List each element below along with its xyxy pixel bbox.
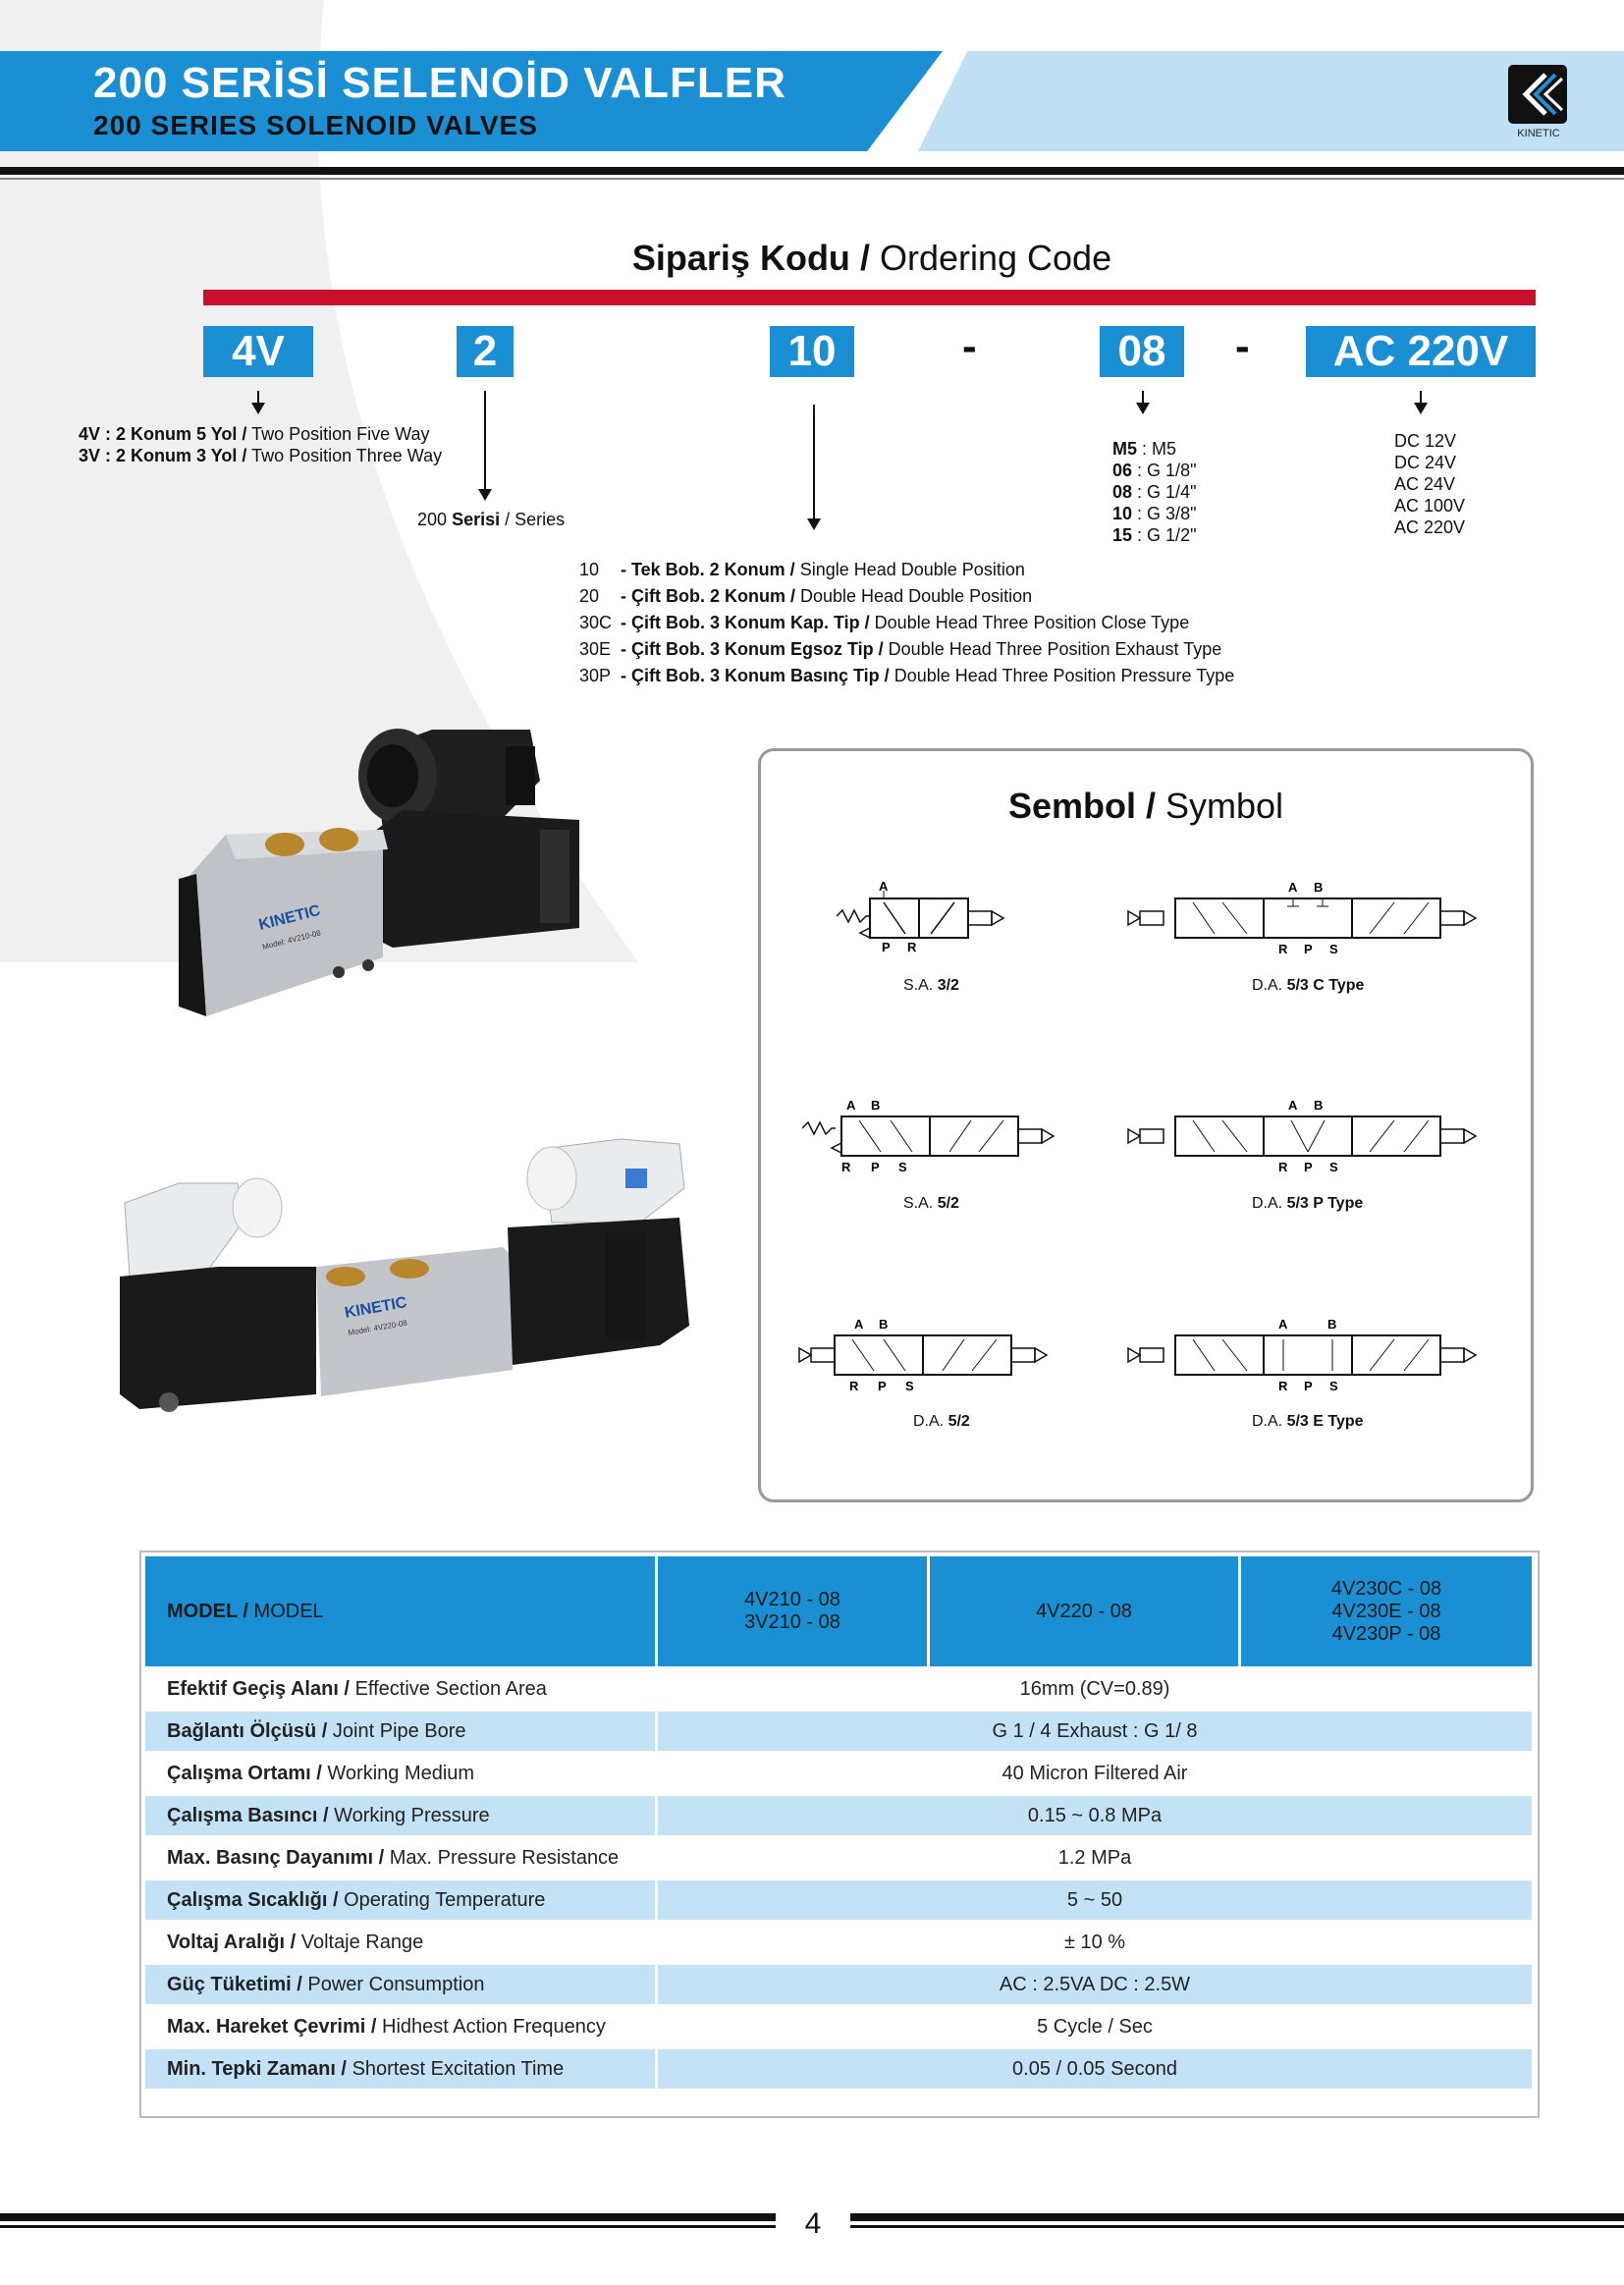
way-line [79, 445, 442, 466]
row-value: 0.05 / 0.05 Second [657, 2048, 1534, 2091]
port-label-b: B [1314, 1098, 1324, 1113]
series-bold: Serisi [452, 510, 501, 529]
type-code: 10 [579, 560, 600, 579]
port-label-p: P [871, 1160, 880, 1174]
row-label [144, 2048, 657, 2091]
port-text: : G 1/8" [1137, 461, 1197, 480]
row-label-bold: Min. Tepki Zamanı / [167, 2057, 347, 2080]
header-rule-thin [0, 178, 1624, 180]
port-label-a: A [1288, 880, 1298, 895]
page-number: 4 [804, 2207, 822, 2240]
port-text: : G 1/4" [1137, 482, 1197, 502]
table-row [144, 1964, 1534, 2006]
port-text: : M5 [1142, 439, 1177, 459]
model-name: 4V230E - 08 [1331, 1600, 1441, 1622]
port-label-r: R [849, 1379, 859, 1393]
row-label-text: Effective Section Area [354, 1677, 547, 1700]
caption-name: 5/3 C Type [1286, 977, 1365, 994]
valve-photo-double [110, 1129, 699, 1424]
row-value: 16mm (CV=0.89) [657, 1668, 1534, 1711]
arrow-type-head [807, 518, 821, 530]
port-text: : G 3/8" [1137, 504, 1197, 523]
symbol-caption [1252, 1195, 1363, 1213]
caption-prefix: S.A. [903, 1195, 934, 1212]
port-label-b: B [871, 1098, 881, 1113]
model-name: 4V230P - 08 [1331, 1622, 1441, 1645]
port-label-p: P [878, 1379, 887, 1393]
way-line-bold: 4V : 2 Konum 5 Yol / [79, 424, 247, 444]
port-label-s: S [905, 1379, 914, 1393]
series-prefix: 200 [417, 510, 448, 529]
row-label [144, 1668, 657, 1711]
type-line [579, 636, 1234, 663]
symbol-da-5-2 [795, 1316, 1080, 1424]
series-text: / Series [505, 510, 566, 529]
row-value: 40 Micron Filtered Air [657, 1753, 1534, 1795]
row-label [144, 1753, 657, 1795]
port-label-r: R [1278, 1379, 1288, 1393]
port-label-p: P [1304, 1160, 1313, 1174]
symbol-caption [1252, 977, 1364, 995]
port-line [1112, 503, 1196, 524]
row-label-text: Joint Pipe Bore [332, 1719, 466, 1742]
way-line-text: Two Position Five Way [251, 424, 430, 444]
type-bold: - Çift Bob. 3 Konum Basınç Tip / [621, 666, 890, 685]
caption-prefix: S.A. [903, 977, 934, 994]
type-code: 30E [579, 639, 612, 659]
caption-prefix: D.A. [1252, 977, 1283, 994]
port-text: : G 1/2" [1137, 525, 1197, 545]
arrow-type-line [813, 405, 815, 518]
row-label-text: Max. Pressure Resistance [389, 1846, 620, 1869]
row-label [144, 1964, 657, 2006]
row-label-text: Working Medium [327, 1762, 475, 1784]
port-label-b: B [1314, 880, 1324, 895]
port-label-s: S [1329, 1379, 1338, 1393]
way-line-text: Two Position Three Way [251, 446, 443, 465]
footer-rule-right-thin [850, 2225, 1624, 2228]
row-label-text: Voltaje Range [300, 1931, 424, 1953]
ordering-red-bar [203, 290, 1536, 305]
type-text: Double Head Three Position Pressure Type [893, 666, 1235, 685]
type-line [579, 610, 1234, 636]
code-box-port: 08 [1100, 326, 1184, 377]
caption-name: 5/2 [937, 1195, 959, 1212]
model-label: Model: 4V210-08 [261, 928, 322, 952]
row-label-text: Power Consumption [307, 1973, 485, 1995]
row-label-bold: Güç Tüketimi / [167, 1973, 302, 1995]
way-line-bold: 3V : 2 Konum 3 Yol / [79, 446, 247, 465]
page-title-tr: 200 SERİSİ SELENOİD VALFLER [93, 59, 786, 107]
footer-rule-left-thin [0, 2225, 776, 2228]
ordering-title-en: Ordering Code [879, 238, 1112, 278]
brand-label: KINETIC [256, 901, 323, 934]
port-label-p: P [882, 940, 891, 954]
table-row [144, 1879, 1534, 1922]
arrow-port-line [1142, 391, 1144, 403]
arrow-way-line [257, 391, 259, 403]
type-code: 30P [579, 666, 612, 685]
port-label-s: S [1329, 942, 1338, 956]
row-label-text: Shortest Excitation Time [352, 2057, 565, 2080]
port-code: 06 [1112, 461, 1133, 480]
row-value: 0.15 ~ 0.8 MPa [657, 1795, 1534, 1837]
type-bold: - Tek Bob. 2 Konum / [621, 560, 795, 579]
valve-photo-single [167, 722, 599, 1036]
code-box-voltage: AC 220V [1306, 326, 1536, 377]
voltage-option: DC 12V [1394, 431, 1457, 451]
port-line [1112, 460, 1196, 481]
type-bold: - Çift Bob. 3 Konum Egsoz Tip / [621, 639, 884, 659]
symbol-caption [913, 1413, 970, 1431]
port-code: M5 [1112, 439, 1138, 459]
voltage-list [1394, 430, 1465, 538]
voltage-option: DC 24V [1394, 453, 1457, 472]
row-label [144, 1922, 657, 1964]
arrow-series-line [484, 391, 486, 489]
type-list [579, 557, 1234, 689]
row-label [144, 1879, 657, 1922]
row-label [144, 1795, 657, 1837]
type-text: Double Head Three Position Close Type [874, 613, 1190, 632]
code-box-series: 2 [457, 326, 514, 377]
port-label-a: A [854, 1317, 864, 1332]
type-line [579, 583, 1234, 610]
code-box-type: 10 [770, 326, 854, 377]
model-name: 4V230C - 08 [1330, 1577, 1442, 1600]
row-label [144, 1711, 657, 1753]
arrow-voltage-line [1420, 391, 1422, 403]
row-label [144, 1837, 657, 1879]
caption-name: 5/3 E Type [1286, 1413, 1364, 1430]
port-line [1112, 438, 1196, 460]
row-value: 5 ~ 50 [657, 1879, 1534, 1922]
spec-table [142, 1553, 1535, 2092]
row-label-bold: Bağlantı Ölçüsü / [167, 1719, 328, 1742]
symbol-sa-5-2 [802, 1097, 1077, 1205]
row-label-bold: Max. Hareket Çevrimi / [167, 2015, 377, 2038]
table-header-row [144, 1555, 1534, 1668]
code-dash-2: - [1235, 322, 1250, 370]
way-description [79, 423, 442, 466]
row-label-bold: Voltaj Aralığı / [167, 1931, 297, 1953]
port-label-r: R [907, 940, 917, 954]
type-text: Double Head Three Position Exhaust Type [888, 639, 1222, 659]
footer-rule-left [0, 2213, 776, 2221]
row-label-text: Operating Temperature [344, 1888, 546, 1911]
row-label [144, 2006, 657, 2048]
arrow-port-head [1136, 403, 1150, 414]
symbol-title-tr: Sembol [1007, 786, 1136, 826]
port-code: 15 [1112, 525, 1133, 545]
symbol-caption [1252, 1413, 1364, 1431]
voltage-option: AC 220V [1394, 517, 1466, 537]
row-label-bold: Çalışma Basıncı / [167, 1804, 329, 1826]
arrow-voltage-head [1414, 403, 1428, 414]
port-label-r: R [1278, 942, 1288, 956]
port-label-a: A [846, 1098, 856, 1113]
caption-name: 3/2 [937, 977, 959, 994]
type-code: 20 [579, 586, 600, 606]
caption-name: 5/3 P Type [1286, 1195, 1364, 1212]
table-row [144, 1753, 1534, 1795]
header-col-1 [657, 1555, 929, 1668]
port-label-a: A [879, 879, 889, 894]
model-name: 3V210 - 08 [744, 1611, 840, 1633]
header-label-bold: MODEL / [167, 1600, 248, 1622]
type-text: Double Head Double Position [800, 586, 1033, 606]
ordering-code-title [0, 238, 1624, 279]
symbol-title-en: Symbol [1165, 786, 1284, 826]
port-line [1112, 481, 1196, 503]
row-value: ± 10 % [657, 1922, 1534, 1964]
logo-chevron-icon [1508, 65, 1567, 124]
port-label-s: S [898, 1160, 907, 1174]
caption-prefix: D.A. [913, 1413, 945, 1430]
table-row [144, 2006, 1534, 2048]
arrow-series-head [478, 489, 492, 501]
table-row [144, 2048, 1534, 2091]
symbol-title-sep: / [1145, 786, 1156, 826]
port-code: 10 [1112, 504, 1133, 523]
brand-label: KINETIC [343, 1294, 408, 1322]
port-label-r: R [1278, 1160, 1288, 1174]
port-label-a: A [1288, 1098, 1298, 1113]
type-bold: - Çift Bob. 3 Konum Kap. Tip / [621, 613, 870, 632]
voltage-option: AC 100V [1394, 496, 1466, 516]
type-line [579, 663, 1234, 689]
row-label-bold: Efektif Geçiş Alanı / [167, 1677, 350, 1700]
port-label-r: R [841, 1160, 851, 1174]
series-description [417, 509, 565, 530]
symbol-da-5-3-p [1124, 1097, 1497, 1205]
row-label-bold: Çalışma Ortamı / [167, 1762, 322, 1784]
header-col-2 [929, 1555, 1240, 1668]
page-title-en: 200 SERIES SOLENOID VALVES [93, 110, 538, 140]
row-value: 1.2 MPa [657, 1837, 1534, 1879]
way-line [79, 423, 442, 445]
row-value: 5 Cycle / Sec [657, 2006, 1534, 2048]
port-line [1112, 524, 1196, 546]
caption-prefix: D.A. [1252, 1195, 1283, 1212]
table-row [144, 1711, 1534, 1753]
port-code: 08 [1112, 482, 1133, 502]
row-value: AC : 2.5VA DC : 2.5W [657, 1964, 1534, 2006]
table-row [144, 1795, 1534, 1837]
symbol-da-5-3-e [1124, 1316, 1497, 1424]
port-label-b: B [1327, 1317, 1337, 1332]
header-col-3 [1240, 1555, 1534, 1668]
type-text: Single Head Double Position [799, 560, 1025, 579]
voltage-option: AC 24V [1394, 474, 1456, 494]
port-label-s: S [1329, 1160, 1338, 1174]
row-label-bold: Max. Basınç Dayanımı / [167, 1846, 385, 1869]
type-bold: - Çift Bob. 2 Konum / [621, 586, 795, 606]
ordering-title-tr: Sipariş Kodu [631, 238, 850, 278]
row-label-text: Hidhest Action Frequency [382, 2015, 606, 2038]
ordering-title-sep: / [859, 238, 870, 278]
port-label-p: P [1304, 942, 1313, 956]
symbol-da-5-3-c [1124, 879, 1497, 987]
port-label-b: B [879, 1317, 889, 1332]
symbol-title [758, 786, 1534, 827]
row-label-text: Working Pressure [334, 1804, 490, 1826]
table-row [144, 1837, 1534, 1879]
caption-name: 5/2 [947, 1413, 970, 1430]
logo-text: KINETIC [1517, 128, 1560, 139]
type-code: 30C [579, 613, 613, 632]
port-size-list [1112, 438, 1196, 546]
symbol-caption [903, 1195, 959, 1213]
caption-prefix: D.A. [1252, 1413, 1283, 1430]
kinetic-logo [1504, 65, 1573, 143]
footer-rule-right [850, 2213, 1624, 2221]
port-label-p: P [1304, 1379, 1313, 1393]
model-label: Model: 4V220-08 [347, 1318, 408, 1337]
symbol-caption [903, 977, 959, 995]
header-label: MODEL [253, 1600, 324, 1622]
header-rule [0, 167, 1624, 175]
model-name: 4V210 - 08 [744, 1589, 840, 1610]
code-dash-1: - [962, 322, 977, 370]
code-box-way: 4V [203, 326, 313, 377]
symbol-sa-3-2 [837, 879, 1033, 987]
port-label-a: A [1278, 1317, 1288, 1332]
arrow-way-head [251, 403, 265, 414]
type-line [579, 557, 1234, 583]
model-name: 4V220 - 08 [1036, 1600, 1132, 1622]
table-row [144, 1668, 1534, 1711]
row-value: G 1 / 4 Exhaust : G 1/ 8 [657, 1711, 1534, 1753]
table-row [144, 1922, 1534, 1964]
row-label-bold: Çalışma Sıcaklığı / [167, 1888, 339, 1911]
header-model-cell [144, 1555, 657, 1668]
